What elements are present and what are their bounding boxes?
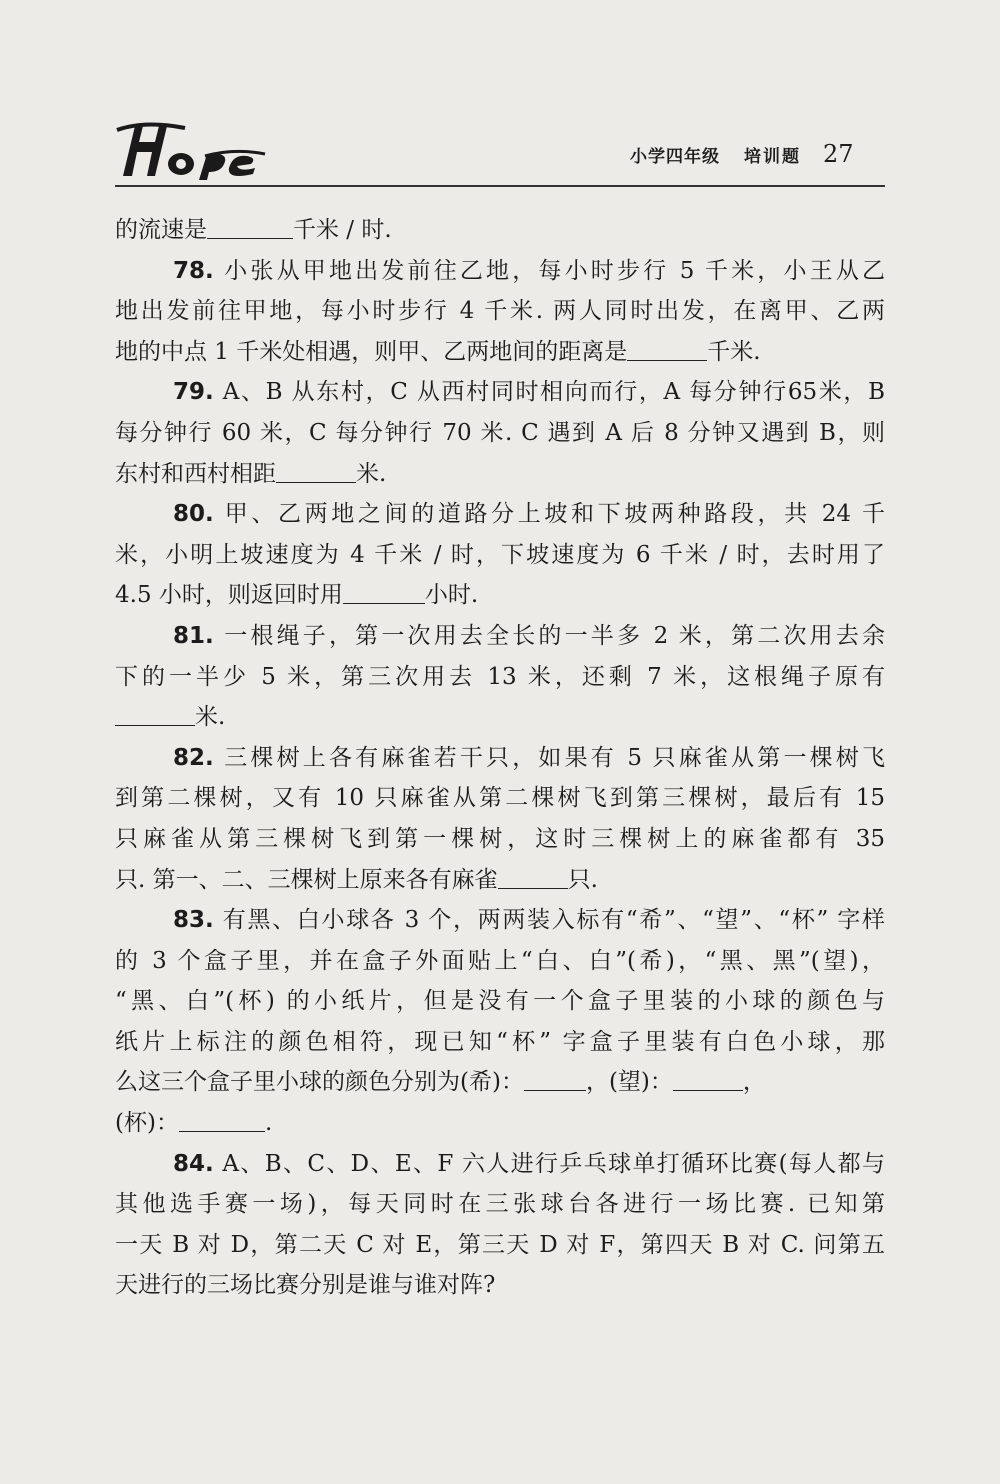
question-number: 82. [173, 744, 214, 771]
question-number: 84. [173, 1150, 214, 1177]
answer-blank[interactable] [179, 1107, 265, 1132]
question-number: 80. [173, 501, 214, 528]
text-line: 地的中点 1 千米处相遇，则甲、乙两地间的距离是 千米. [115, 332, 885, 373]
text-line: 一天 B 对 D，第二天 C 对 E，第三天 D 对 F，第四天 B 对 C. 问第五 [115, 1231, 885, 1258]
text-line: 到第二棵树，又有 10 只麻雀从第二棵树飞到第三棵树，最后有 15 [115, 785, 885, 812]
text-line: 只麻雀从第三棵树飞到第一棵树，这时三棵树上的麻雀都有 35 [115, 825, 885, 852]
text-line: (杯)： . [115, 1103, 885, 1144]
question-number: 81. [173, 622, 214, 649]
text-line: 东村和西村相距 米. [115, 454, 885, 495]
question-number: 79. [173, 379, 214, 406]
text-line: 4.5 小时，则返回时用 小时. [115, 575, 885, 616]
answer-blank[interactable] [627, 336, 707, 361]
text-line: 米. [115, 697, 885, 738]
question-number: 83. [173, 907, 214, 934]
question-84: 84. A、B、C、D、E、F 六人进行乒乓球单打循环比赛(每人都与 [173, 1150, 885, 1177]
text-line: 其他选手赛一场)，每天同时在三张球台各进行一场比赛. 已知第 [115, 1191, 885, 1218]
question-81: 81. 一根绳子，第一次用去全长的一半多 2 米，第二次用去余 [173, 622, 885, 649]
section-label: 培训题 [744, 147, 801, 167]
grade-label: 小学四年级 [630, 147, 720, 167]
header-rule [115, 185, 885, 187]
question-82: 82. 三棵树上各有麻雀若干只，如果有 5 只麻雀从第一棵树飞 [173, 744, 885, 771]
answer-blank[interactable] [207, 214, 293, 239]
answer-blank[interactable] [343, 579, 425, 604]
question-78: 78. 小张从甲地出发前往乙地，每小时步行 5 千米，小王从乙 [173, 257, 885, 284]
text-line: 每分钟行 60 米，C 每分钟行 70 米. C 遇到 A 后 8 分钟又遇到 B，则 [115, 419, 885, 446]
text-line: 天进行的三场比赛分别是谁与谁对阵? [115, 1272, 496, 1299]
answer-blank[interactable] [673, 1066, 743, 1091]
answer-blank[interactable] [276, 458, 356, 483]
answer-blank[interactable] [498, 864, 568, 889]
hope-logo [115, 118, 270, 180]
question-80: 80. 甲、乙两地之间的道路分上坡和下坡两种路段，共 24 千 [173, 501, 885, 528]
text-line: 只. 第一、二、三棵树上原来各有麻雀 只. [115, 860, 885, 901]
page-number: 27 [823, 140, 854, 168]
text-line: 纸片上标注的颜色相符，现已知“杯” 字盒子里装有白色小球，那 [115, 1028, 885, 1055]
text-line: 下的一半少 5 米，第三次用去 13 米，还剩 7 米，这根绳子原有 [115, 663, 885, 690]
text-line: 地出发前往甲地，每小时步行 4 千米. 两人同时出发，在离甲、乙两 [115, 298, 885, 325]
question-79: 79. A、B 从东村，C 从西村同时相向而行，A 每分钟行65米，B [173, 379, 885, 406]
answer-blank[interactable] [524, 1066, 586, 1091]
page-content [115, 210, 885, 1306]
running-header [630, 140, 854, 180]
text-line: 的 3 个盒子里，并在盒子外面贴上“白、白”(希)，“黑、黑”(望)， [115, 947, 885, 974]
text-line: 米，小明上坡速度为 4 千米 / 时，下坡速度为 6 千米 / 时，去时用了 [115, 541, 885, 568]
question-number: 78. [173, 257, 214, 284]
text-line: 么这三个盒子里小球的颜色分别为(希)： ，(望)： ， [115, 1062, 885, 1103]
text-line: 的流速是 千米 / 时. [115, 210, 885, 251]
text-line: “黑、白”(杯) 的小纸片，但是没有一个盒子里装的小球的颜色与 [115, 988, 885, 1015]
answer-blank[interactable] [115, 701, 195, 726]
question-83: 83. 有黑、白小球各 3 个，两两装入标有“希”、“望”、“杯” 字样 [173, 907, 886, 934]
